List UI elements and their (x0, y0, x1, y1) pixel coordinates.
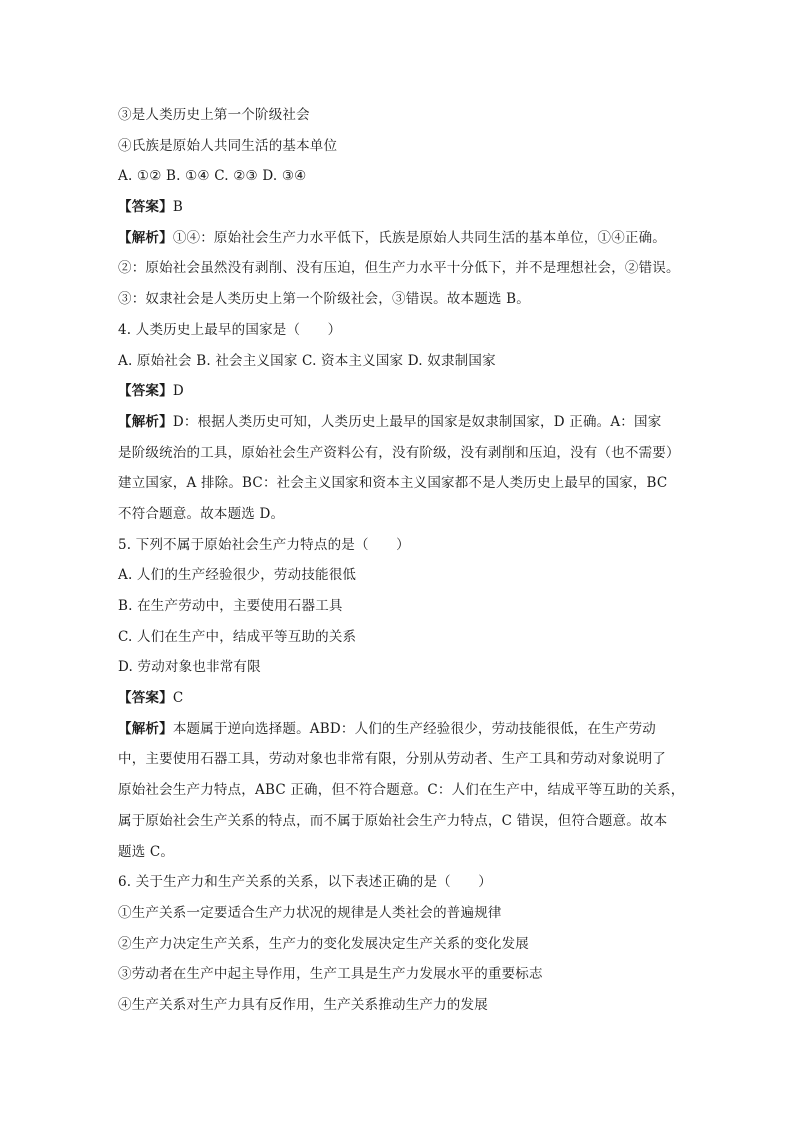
q6-option-2: ②生产力决定生产关系，生产力的变化发展决定生产关系的变化发展 (118, 935, 529, 952)
q3-analysis-line-3: ③：奴隶社会是人类历史上第一个阶级社会，③错误。故本题选 B。 (118, 291, 530, 308)
analysis-label: 【解析】 (118, 720, 173, 737)
q5-analysis-line-2: 中，主要使用石器工具，劳动对象也非常有限，分别从劳动者、生产工具和劳动对象说明了 (118, 751, 666, 768)
q5-answer (118, 683, 678, 714)
q5-option-a: A. 人们的生产经验很少，劳动技能很低 (118, 567, 357, 584)
answer-label: 【答案】 (118, 199, 173, 216)
q4-answer (118, 376, 678, 407)
q4-analysis-line-3: 建立国家，A 排除。BC：社会主义国家和资本主义国家都不是人类历史上最早的国家，BC (118, 475, 668, 492)
q4-choices: A. 原始社会 B. 社会主义国家 C. 资本主义国家 D. 奴隶制国家 (118, 352, 496, 369)
analysis-text: 本题属于逆向选择题。ABD：人们的生产经验很少，劳动技能很低，在生产劳动 (172, 720, 657, 737)
q3-option-4: ④氏族是原始人共同生活的基本单位 (118, 137, 338, 154)
answer-value: C (172, 690, 184, 707)
q5-analysis-line-5: 题选 C。 (118, 843, 175, 860)
answer-label: 【答案】 (118, 383, 173, 400)
answer-value: D (172, 383, 184, 400)
q3-analysis-line-1 (118, 223, 678, 254)
q4-stem: 4. 人类历史上最早的国家是（ ） (118, 321, 342, 338)
q5-analysis-line-1 (118, 714, 678, 745)
q3-choices: A. ①② B. ①④ C. ②③ D. ③④ (118, 168, 307, 185)
analysis-label: 【解析】 (118, 229, 173, 246)
q6-option-3: ③劳动者在生产中起主导作用，生产工具是生产力发展水平的重要标志 (118, 966, 543, 983)
q6-option-4: ④生产关系对生产力具有反作用，生产关系推动生产力的发展 (118, 996, 488, 1013)
q3-answer (118, 192, 678, 223)
q3-option-3: ③是人类历史上第一个阶级社会 (118, 107, 310, 123)
answer-label: 【答案】 (118, 690, 173, 707)
analysis-text: D：根据人类历史可知，人类历史上最早的国家是奴隶制国家，D 正确。A：国家 (172, 413, 662, 430)
analysis-text: ①④：原始社会生产力水平低下，氏族是原始人共同生活的基本单位，①④正确。 (172, 229, 667, 246)
q5-option-b: B. 在生产劳动中，主要使用石器工具 (118, 598, 343, 614)
q4-analysis-line-2: 是阶级统治的工具，原始社会生产资料公有，没有阶级，没有剥削和压迫，没有（也不需要） (118, 444, 680, 461)
q6-option-1: ①生产关系一定要适合生产力状况的规律是人类社会的普遍规律 (118, 904, 502, 921)
document-page (118, 100, 685, 1021)
q5-stem: 5. 下列不属于原始社会生产力特点的是（ ） (118, 536, 410, 553)
q5-analysis-line-4: 属于原始社会生产关系的特点，而不属于原始社会生产力特点，C 错误，但符合题意。故本 (118, 812, 668, 829)
q5-option-c: C. 人们在生产中，结成平等互助的关系 (118, 628, 357, 645)
q5-option-d: D. 劳动对象也非常有限 (118, 659, 261, 676)
analysis-label: 【解析】 (118, 413, 173, 430)
q5-analysis-line-3: 原始社会生产力特点，ABC 正确，但不符合题意。C：人们在生产中，结成平等互助的关系， (118, 782, 685, 799)
q3-analysis-line-2: ②：原始社会虽然没有剥削、没有压迫，但生产力水平十分低下，并不是理想社会，②错误。 (118, 260, 680, 277)
answer-value: B (172, 199, 183, 216)
q4-analysis-line-4: 不符合题意。故本题选 D。 (118, 505, 285, 522)
q6-stem: 6. 关于生产力和生产关系的关系，以下表述正确的是（ ） (118, 874, 492, 891)
q4-analysis-line-1 (118, 407, 678, 438)
